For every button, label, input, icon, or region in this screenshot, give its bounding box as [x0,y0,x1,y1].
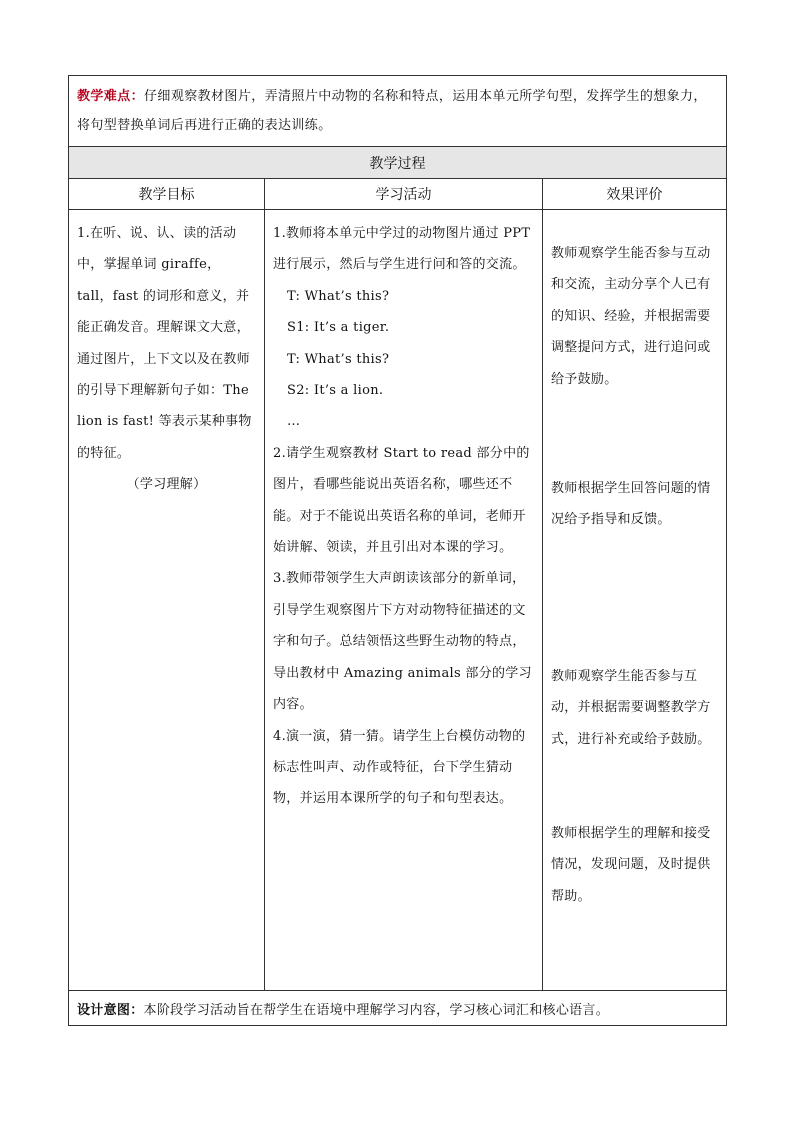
column-header-evaluation: 效果评价 [543,179,727,210]
lesson-plan-table [68,75,727,1026]
evaluation-4: 教师根据学生的理解和接受情况，发现问题，及时提供帮助。 [551,826,711,904]
column-header-goals: 教学目标 [69,179,265,210]
evaluation-1: 教师观察学生能否参与互动和交流，主动分享个人已有的知识、经验，并根据需要调整提问方式，进行追问或给予鼓励。 [551,246,711,387]
evaluation-2: 教师根据学生回答问题的情况给予指导和反馈。 [551,481,711,528]
difficulty-text: 仔细观察教材图片，弄清照片中动物的名称和特点，运用本单元所学句型，发挥学生的想象力，将句型替换单词后再进行正确的表达训练。 [77,89,707,133]
activity-3: 3.教师带领学生大声朗读该部分的新单词，引导学生观察图片下方对动物特征描述的文字和句子。总结领悟这些野生动物的特点，导出教材中 Amazing animals 部分的学习内容。 [273,571,532,713]
column-header-activities: 学习活动 [265,179,543,210]
goal-tag: （学习理解） [126,477,207,493]
dialogue-line: T: What’s this? [287,351,390,367]
design-label: 设计意图： [77,1002,144,1018]
evaluation-3: 教师观察学生能否参与互动，并根据需要调整教学方式，进行补充或给予鼓励。 [551,668,711,747]
activities-cell [265,210,543,991]
difficulty-label: 教学难点： [77,89,145,104]
activity-2: 2.请学生观察教材 Start to read 部分中的图片，看哪些能说出英语名称，哪些还不能。对于不能说出英语名称的单词，老师开始讲解、领读，并且引出对本课的学习。 [273,445,530,556]
activity-4: 4.演一演，猜一猜。请学生上台模仿动物的标志性叫声、动作或特征，台下学生猜动物，并运用本课所学的句子和句型表达。 [273,728,526,807]
evaluation-cell [543,210,727,991]
goals-cell [69,210,265,991]
dialogue-line: S2: It’s a lion. [287,383,384,399]
design-intent-cell [69,991,727,1026]
design-text: 本阶段学习活动旨在帮学生在语境中理解学习内容，学习核心词汇和核心语言。 [143,1002,610,1018]
dialogue-line: S1: It’s a tiger. [287,320,390,336]
section-title: 教学过程 [69,147,727,179]
teaching-difficulty-cell [69,76,727,147]
dialogue-line: … [287,414,301,430]
activity-1: 1.教师将本单元中学过的动物图片通过 PPT 进行展示，然后与学生进行问和答的交流。 [273,226,531,273]
goal-text: 1.在听、说、认、读的活动中，掌握单词 giraffe，tall，fast 的词形和意义，并能正确发音。理解课文大意，通过图片，上下文以及在教师的引导下理解新句子如：The lion is fast! 等表示某种事物的特征。 [77,226,252,461]
dialogue-line: T: What’s this? [287,288,390,304]
